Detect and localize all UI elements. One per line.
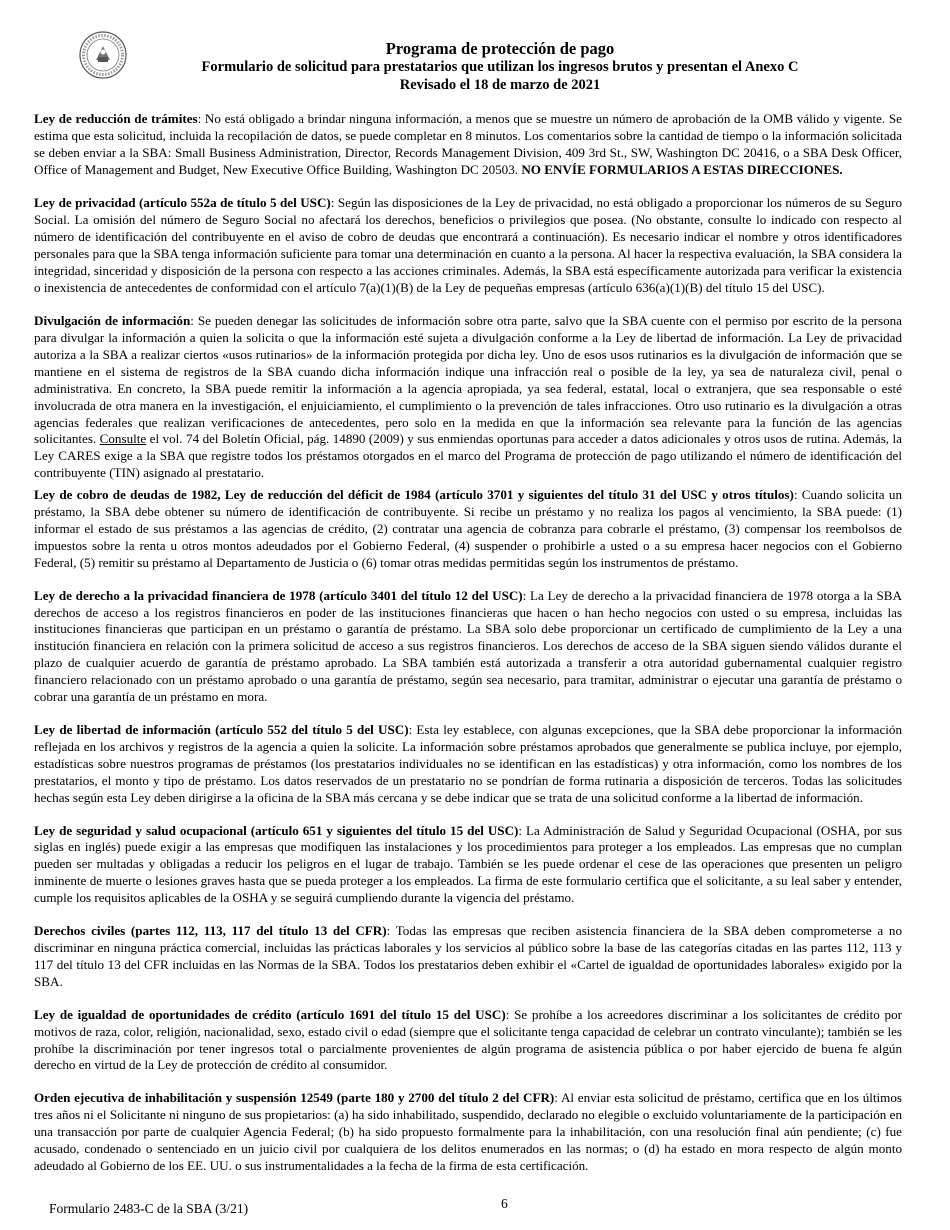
page-subtitle: Formulario de solicitud para prestatarios que utilizan los ingresos brutos y presentan el Anexo C <box>201 59 799 75</box>
section-text: : Según las disposiciones de la Ley de privacidad, no está obligado a proporcionar los números de su Seguro Social. La omisión del número de Seguro Social no afectará los derechos, beneficios o privilegios que posea. (No obstante, consulte lo indicado con respecto al número de identificación del contribuyente en el aviso de cobro de deudas que encontrará a continuación). Es necesario indicar el nombre y otros identificadores personales para que la SBA tenga información suficiente para tomar una determinación en cuanto a la persona. Al hacer la respectiva evaluación, la SBA considera la integridad, sinceridad y disposición de la persona con respecto a las acciones criminales. Además, la SBA está específicamente autorizada para verificar la existencia o inexistencia de antecedentes de conformidad con el artículo 7(a)(1)(B) de la Ley de pequeñas empresas (artículo 636(a)(1)(B) del título 15 del USC). <box>34 195 902 295</box>
document-header <box>130 40 870 94</box>
section-text: el vol. 74 del Boletín Oficial, pág. 14890 (2009) y sus enmiendas oportunas para acceder a datos adicionales y otros usos de rutina. Además, la Ley CARES exige a la SBA que registre todos los préstamos otorgados en el marco del Programa de protección de pago utilizando el número de identificación del contribuyente (TIN) asignado al prestatario. <box>34 431 902 481</box>
section-debarment <box>34 1090 902 1175</box>
section-foia <box>34 722 902 807</box>
section-debt-collection <box>34 487 902 572</box>
section-heading: Ley de seguridad y salud ocupacional (artículo 651 y siguientes del título 15 del USC) <box>34 822 519 838</box>
section-osha <box>34 823 902 908</box>
section-text: : Al enviar esta solicitud de préstamo, certifica que en los últimos tres años ni el Solicitante ni ninguno de sus propietarios: (a) ha sido inhabilitado, suspendido, declarado no elegible o excluido voluntariamente de la participación en una transacción por parte de cualquier Agencia Federal; (b) ha sido propuesto formalmente para la inhabilitación, con una resolución final aún pendiente; (c) fue acusado, condenado o sentenciado en un juicio civil por cualquiera de los delitos enumerados en las normas; o (d) ha estado en mora respecto de algún monto adeudado al Gobierno de los EE. UU. o sus instrumentalidades a la fecha de la firma de esta certificación. <box>34 1090 902 1173</box>
section-text: : Todas las empresas que reciben asistencia financiera de la SBA deben comprometerse a no discriminar en ninguna práctica comercial, incluidas las prácticas laborales y los servicios al público sobre la base de las categorías citadas en las partes 112, 113 y 117 del título 13 del CFR incluidas en las Normas de la SBA. Todos los prestatarios deben exhibir el «Cartel de igualdad de oportunidades laborales» exigido por la SBA. <box>34 923 902 989</box>
section-text: : Se prohíbe a los acreedores discriminar a los solicitantes de crédito por motivos de raza, color, religión, nacionalidad, sexo, estado civil o edad (siempre que el solicitante tenga capacidad de celebrar un contrato vinculante); también se les prohíbe la discriminación por tener ingresos total o parcialmente provenientes de algún programa de asistencia pública o por haber ejercido de buena fe algún derecho en virtud de la Ley de protección de crédito al consumidor. <box>34 1006 903 1073</box>
page-number: 6 <box>501 1196 508 1211</box>
section-text: : No está obligado a brindar ninguna información, a menos que se muestre un número de aprobación de la OMB válido y vigente. Se estima que esta solicitud, incluida la recopilación de datos, se puede completar en 8 minutos. Los comentarios sobre la cantidad de tiempo o la información solicitada se deben enviar a la SBA: Small Business Administration, Director, Records Management Division, 409 3rd St., SW, Washington DC 20416, o a SBA Desk Officer, Office of Management and Budget, New Executive Office Building, Washington DC 20503. <box>34 111 902 177</box>
section-paperwork-reduction <box>34 111 902 179</box>
sba-seal-icon <box>78 30 128 80</box>
section-heading: Orden ejecutiva de inhabilitación y suspensión 12549 (parte 180 y 2700 del título 2 del CFR) <box>34 1090 555 1106</box>
section-text: : Esta ley establece, con algunas excepciones, que la SBA debe proporcionar la información reflejada en los archivos y registros de la agencia a quien la solicite. La información sobre préstamos aprobados que generalmente se publica incluye, por ejemplo, estadísticas sobre nuestros programas de préstamos (los prestatarios individuales no se identifican en las estadísticas) y otra información, como los nombres de los prestatarios, el monto y tipo de préstamo. Los datos reservados de un prestatario no se pondrían de forma rutinaria a disposición de terceros. Todas las solicitudes hechas según esta Ley deben dirigirse a la oficina de la SBA más cercana y se debe indicar que se trata de una solicitud conforme a la libertad de información. <box>34 722 902 805</box>
section-heading: Ley de privacidad (artículo 552a de título 5 del USC) <box>34 195 331 211</box>
section-text: : Cuando solicita un préstamo, la SBA debe obtener su número de identificación de contribuyente. Si recibe un préstamo y no realiza los pagos al vencimiento, la SBA puede: (1) informar el estado de sus préstamos a las agencias de crédito, (2) contratar una agencia de cobranza para cobrarle el préstamo, (3) compensar los reembolsos de impuestos sobre la renta u otros montos adeudados por el Gobierno Federal, (4) suspender o prohibirle a usted o a su empresa hacer negocios con el Gobierno Federal, (5) remitir su préstamo al Departamento de Justicia o (6) tomar otras medidas permitidas según los instrumentos de préstamo. <box>34 487 902 570</box>
section-financial-privacy <box>34 588 902 706</box>
section-privacy-act <box>34 195 902 296</box>
consult-link[interactable]: Consulte <box>99 431 147 447</box>
section-heading: Divulgación de información <box>34 313 191 329</box>
page-title: Programa de protección de pago <box>385 39 615 58</box>
section-emphasis: NO ENVÍE FORMULARIOS A ESTAS DIRECCIONES. <box>521 161 843 177</box>
section-text: : La Ley de derecho a la privacidad financiera de 1978 otorga a la SBA derechos de acceso a los registros financieros en poder de las instituciones financieras que hacen o han hecho negocios con usted o su empresa, incluidas las instituciones financieras que participan en un préstamo o garantía de préstamo. La SBA solo debe proporcionar un certificado de cumplimiento de la Ley a una institución financiera en relación con la primera solicitud de acceso a sus registros financieros. Los derechos de acceso de la SBA siguen siendo válidos durante el plazo de cualquier acuerdo de garantía de préstamo aprobado. La SBA también está autorizada a transferir a otra autoridad gubernamental cualquier registro financiero relacionado con un préstamo aprobado o una garantía de préstamo, según sea necesario, para tramitar, administrar o ejecutar una garantía de préstamo o cobrar una garantía de un préstamo en mora. <box>34 587 902 705</box>
section-heading: Ley de igualdad de oportunidades de crédito (artículo 1691 del título 15 del USC) <box>34 1006 506 1022</box>
section-heading: Derechos civiles (partes 112, 113, 117 del título 13 del CFR) <box>34 923 387 939</box>
section-equal-credit <box>34 1007 902 1075</box>
document-body <box>34 111 902 1191</box>
section-text: : La Administración de Salud y Seguridad Ocupacional (OSHA, por sus siglas en inglés) puede exigir a las empresas que modifiquen las instalaciones y los procedimientos para proteger a los empleados. Las empresas que no cumplan pueden ser multadas y obligadas a reducir los peligros en el lugar de trabajo. También se les puede ordenar el cese de las operaciones que presenten un peligro inminente de muerte o lesiones graves hasta que se pueda proteger a los empleados. La firma de este formulario certifica que el solicitante, a su leal saber y entender, cumple los requisitos aplicables de la OSHA y se seguirá cumpliendo durante la vigencia del préstamo. <box>34 822 902 906</box>
section-heading: Ley de reducción de trámites <box>34 111 198 126</box>
section-civil-rights <box>34 923 902 991</box>
section-text: : Se pueden denegar las solicitudes de información sobre otra parte, salvo que la SBA cuente con el permiso por escrito de la persona para divulgar la información a quien la solicita o que la información esté sujeta a divulgación conforme a la Ley de libertad de información. La Ley de privacidad autoriza a la SBA a realizar ciertos «usos rutinarios» de la información protegida por dicha ley. Uno de esos usos rutinarios es la divulgación de información que se mantiene en el sistema de registros de la SBA cuando dicha información indique una infracción real o posible de la ley, ya sea de naturaleza civil, penal o administrativa. En concreto, la SBA puede remitir la información a la agencia apropiada, ya sea federal, estatal, local o extranjera, que sea responsable o esté involucrada de otra manera en la investigación, el enjuiciamiento, el cumplimiento o la prevención de tales infracciones. Otro uso rutinario es la divulgación a otras agencias federales que realizan verificaciones de antecedentes, pero solo en la medida en que la información sea relevante para la función de las agencias solicitantes. <box>34 313 902 447</box>
form-id: Formulario 2483-C de la SBA (3/21) <box>49 1201 249 1216</box>
section-heading: Ley de cobro de deudas de 1982, Ley de reducción del déficit de 1984 (artículo 3701 y siguientes del título 31 del USC y otros títulos) <box>34 487 794 503</box>
section-heading: Ley de libertad de información (artículo 552 del título 5 del USC) <box>34 722 409 737</box>
section-heading: Ley de derecho a la privacidad financiera de 1978 (artículo 3401 del título 12 del USC) <box>34 587 523 603</box>
section-disclosure <box>34 313 902 482</box>
revision-date: Revisado el 18 de marzo de 2021 <box>399 77 601 93</box>
